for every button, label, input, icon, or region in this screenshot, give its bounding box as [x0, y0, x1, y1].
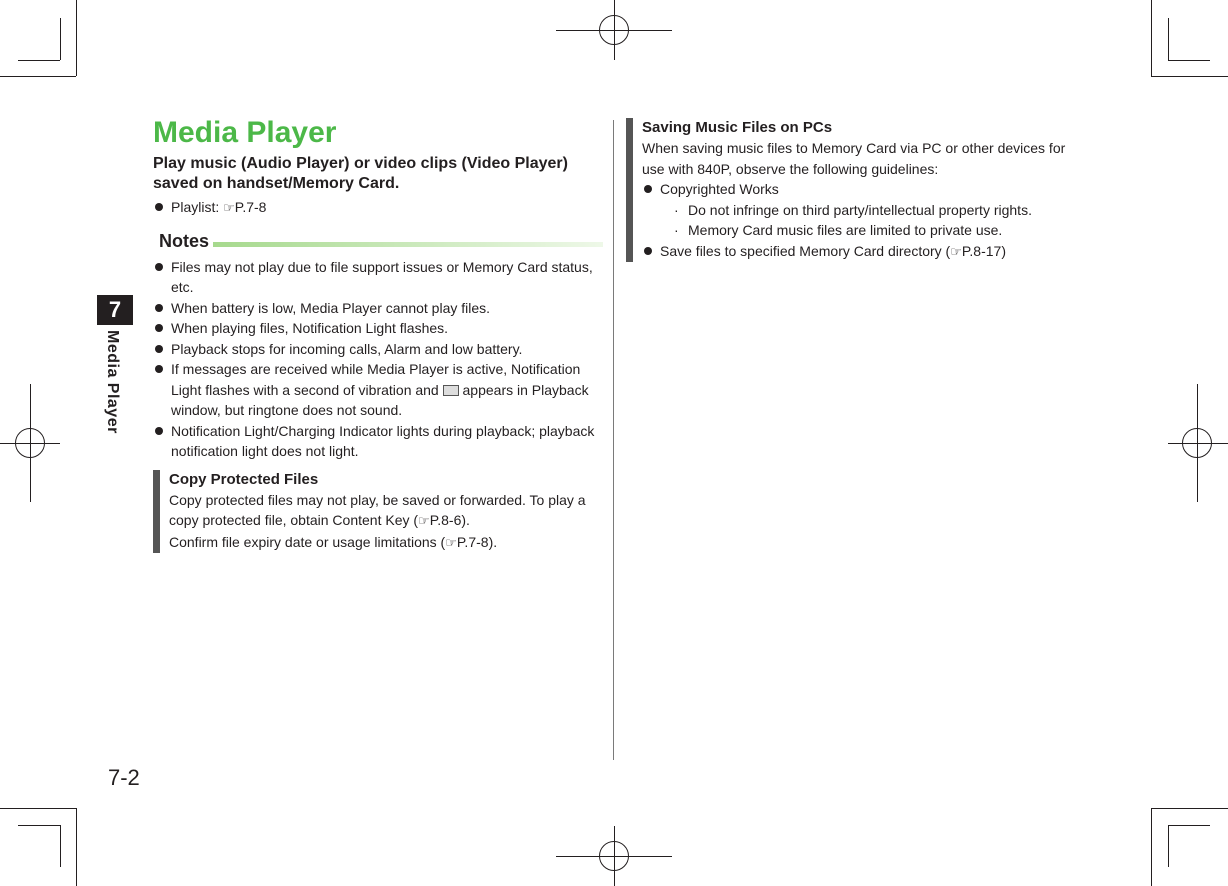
- note-item: [153, 359, 603, 421]
- column-divider: [613, 120, 614, 760]
- registration-circle: [15, 428, 45, 458]
- playlist-label: Playlist:: [171, 199, 224, 215]
- copyright-sub-list: [642, 200, 1076, 241]
- saving-music-list: [642, 241, 1076, 263]
- notes-list: [153, 257, 603, 462]
- note-item: Notification Light/Charging Indicator lights during playback; playback notification light does not light.: [153, 421, 603, 462]
- lead-text: Play music (Audio Player) or video clips (Video Player) saved on handset/Memory Card.: [153, 155, 568, 192]
- page-title: Media Player: [153, 116, 337, 149]
- hand-pointing-icon: ☞: [418, 513, 430, 528]
- copy-protected-sentence: Confirm file expiry date or usage limitations (: [169, 533, 446, 550]
- punctuation: ).: [461, 512, 470, 528]
- note-item: Files may not play due to file support issues or Memory Card status, etc.: [153, 257, 603, 298]
- saving-music-item: [642, 241, 1076, 263]
- crop-mark: [0, 808, 76, 809]
- hand-pointing-icon: ☞: [445, 534, 457, 550]
- note-item: Playback stops for incoming calls, Alarm and low battery.: [153, 339, 603, 360]
- notes-title: Notes: [159, 230, 210, 251]
- copy-protected-box: [153, 470, 603, 554]
- crop-mark: [1168, 18, 1169, 60]
- hand-pointing-icon: ☞: [223, 200, 235, 215]
- crop-mark: [1151, 0, 1152, 76]
- chapter-label: Media Player: [104, 330, 121, 434]
- crop-mark: [60, 18, 61, 60]
- sub-item: · Memory Card music files are limited to private use.: [674, 220, 1076, 241]
- page-ref[interactable]: P.8-6: [429, 512, 462, 528]
- playlist-page: P.7-8: [234, 199, 267, 215]
- crop-mark: [1168, 825, 1169, 867]
- saving-music-item: Copyrighted Works: [642, 179, 1076, 200]
- saving-music-title: Saving Music Files on PCs: [642, 119, 833, 136]
- punctuation: ): [1001, 242, 1006, 259]
- mail-icon: [443, 385, 459, 396]
- notes-rule: [213, 242, 603, 247]
- saving-music-box: [626, 118, 1076, 262]
- playlist-ref[interactable]: [153, 197, 603, 219]
- crop-mark: [1168, 825, 1210, 826]
- copy-protected-text: [169, 532, 603, 554]
- crop-mark: [1151, 808, 1152, 886]
- crop-mark: [1151, 76, 1228, 77]
- saving-music-intro: When saving music files to Memory Card via PC or other devices for use with 840P, observe the following guidelines:: [642, 140, 1066, 177]
- registration-circle: [1182, 428, 1212, 458]
- note-text: If messages are received while Media Player is active, Notification Light flashes with a second of vibration and: [171, 361, 581, 398]
- crop-mark: [1168, 60, 1210, 61]
- playlist-list: [153, 197, 603, 219]
- sub-item: · Do not infringe on third party/intellectual property rights.: [674, 200, 1076, 221]
- right-column: [626, 118, 1076, 262]
- crop-mark: [18, 825, 60, 826]
- punctuation: ).: [488, 533, 498, 550]
- hand-pointing-icon: ☞: [950, 243, 962, 259]
- copy-protected-text: [169, 490, 603, 532]
- note-item: When playing files, Notification Light flashes.: [153, 318, 603, 339]
- copy-protected-title: Copy Protected Files: [169, 470, 319, 488]
- crop-mark: [60, 825, 61, 867]
- copy-protected-sentence: Copy protected files may not play, be saved or forwarded. To play a copy protected file, obtain Content Key (: [169, 491, 586, 528]
- notes-heading: [153, 229, 603, 253]
- page-ref[interactable]: P.8-17: [961, 242, 1002, 259]
- saving-music-text: Save files to specified Memory Card directory (: [660, 242, 951, 259]
- crop-mark: [1151, 808, 1228, 809]
- crop-mark: [76, 0, 77, 76]
- crop-mark: [0, 76, 76, 77]
- page-number: 7-2: [108, 765, 140, 790]
- left-column: [153, 114, 603, 553]
- crop-mark: [76, 808, 77, 886]
- page-ref[interactable]: P.7-8: [456, 533, 489, 550]
- registration-circle: [599, 841, 629, 871]
- note-item: When battery is low, Media Player cannot play files.: [153, 298, 603, 319]
- note-text: appears in Playback window, but ringtone does not sound.: [171, 381, 589, 418]
- chapter-number-tab: 7: [97, 295, 133, 325]
- crop-mark: [18, 60, 60, 61]
- registration-circle: [599, 15, 629, 45]
- saving-music-list: [642, 179, 1076, 200]
